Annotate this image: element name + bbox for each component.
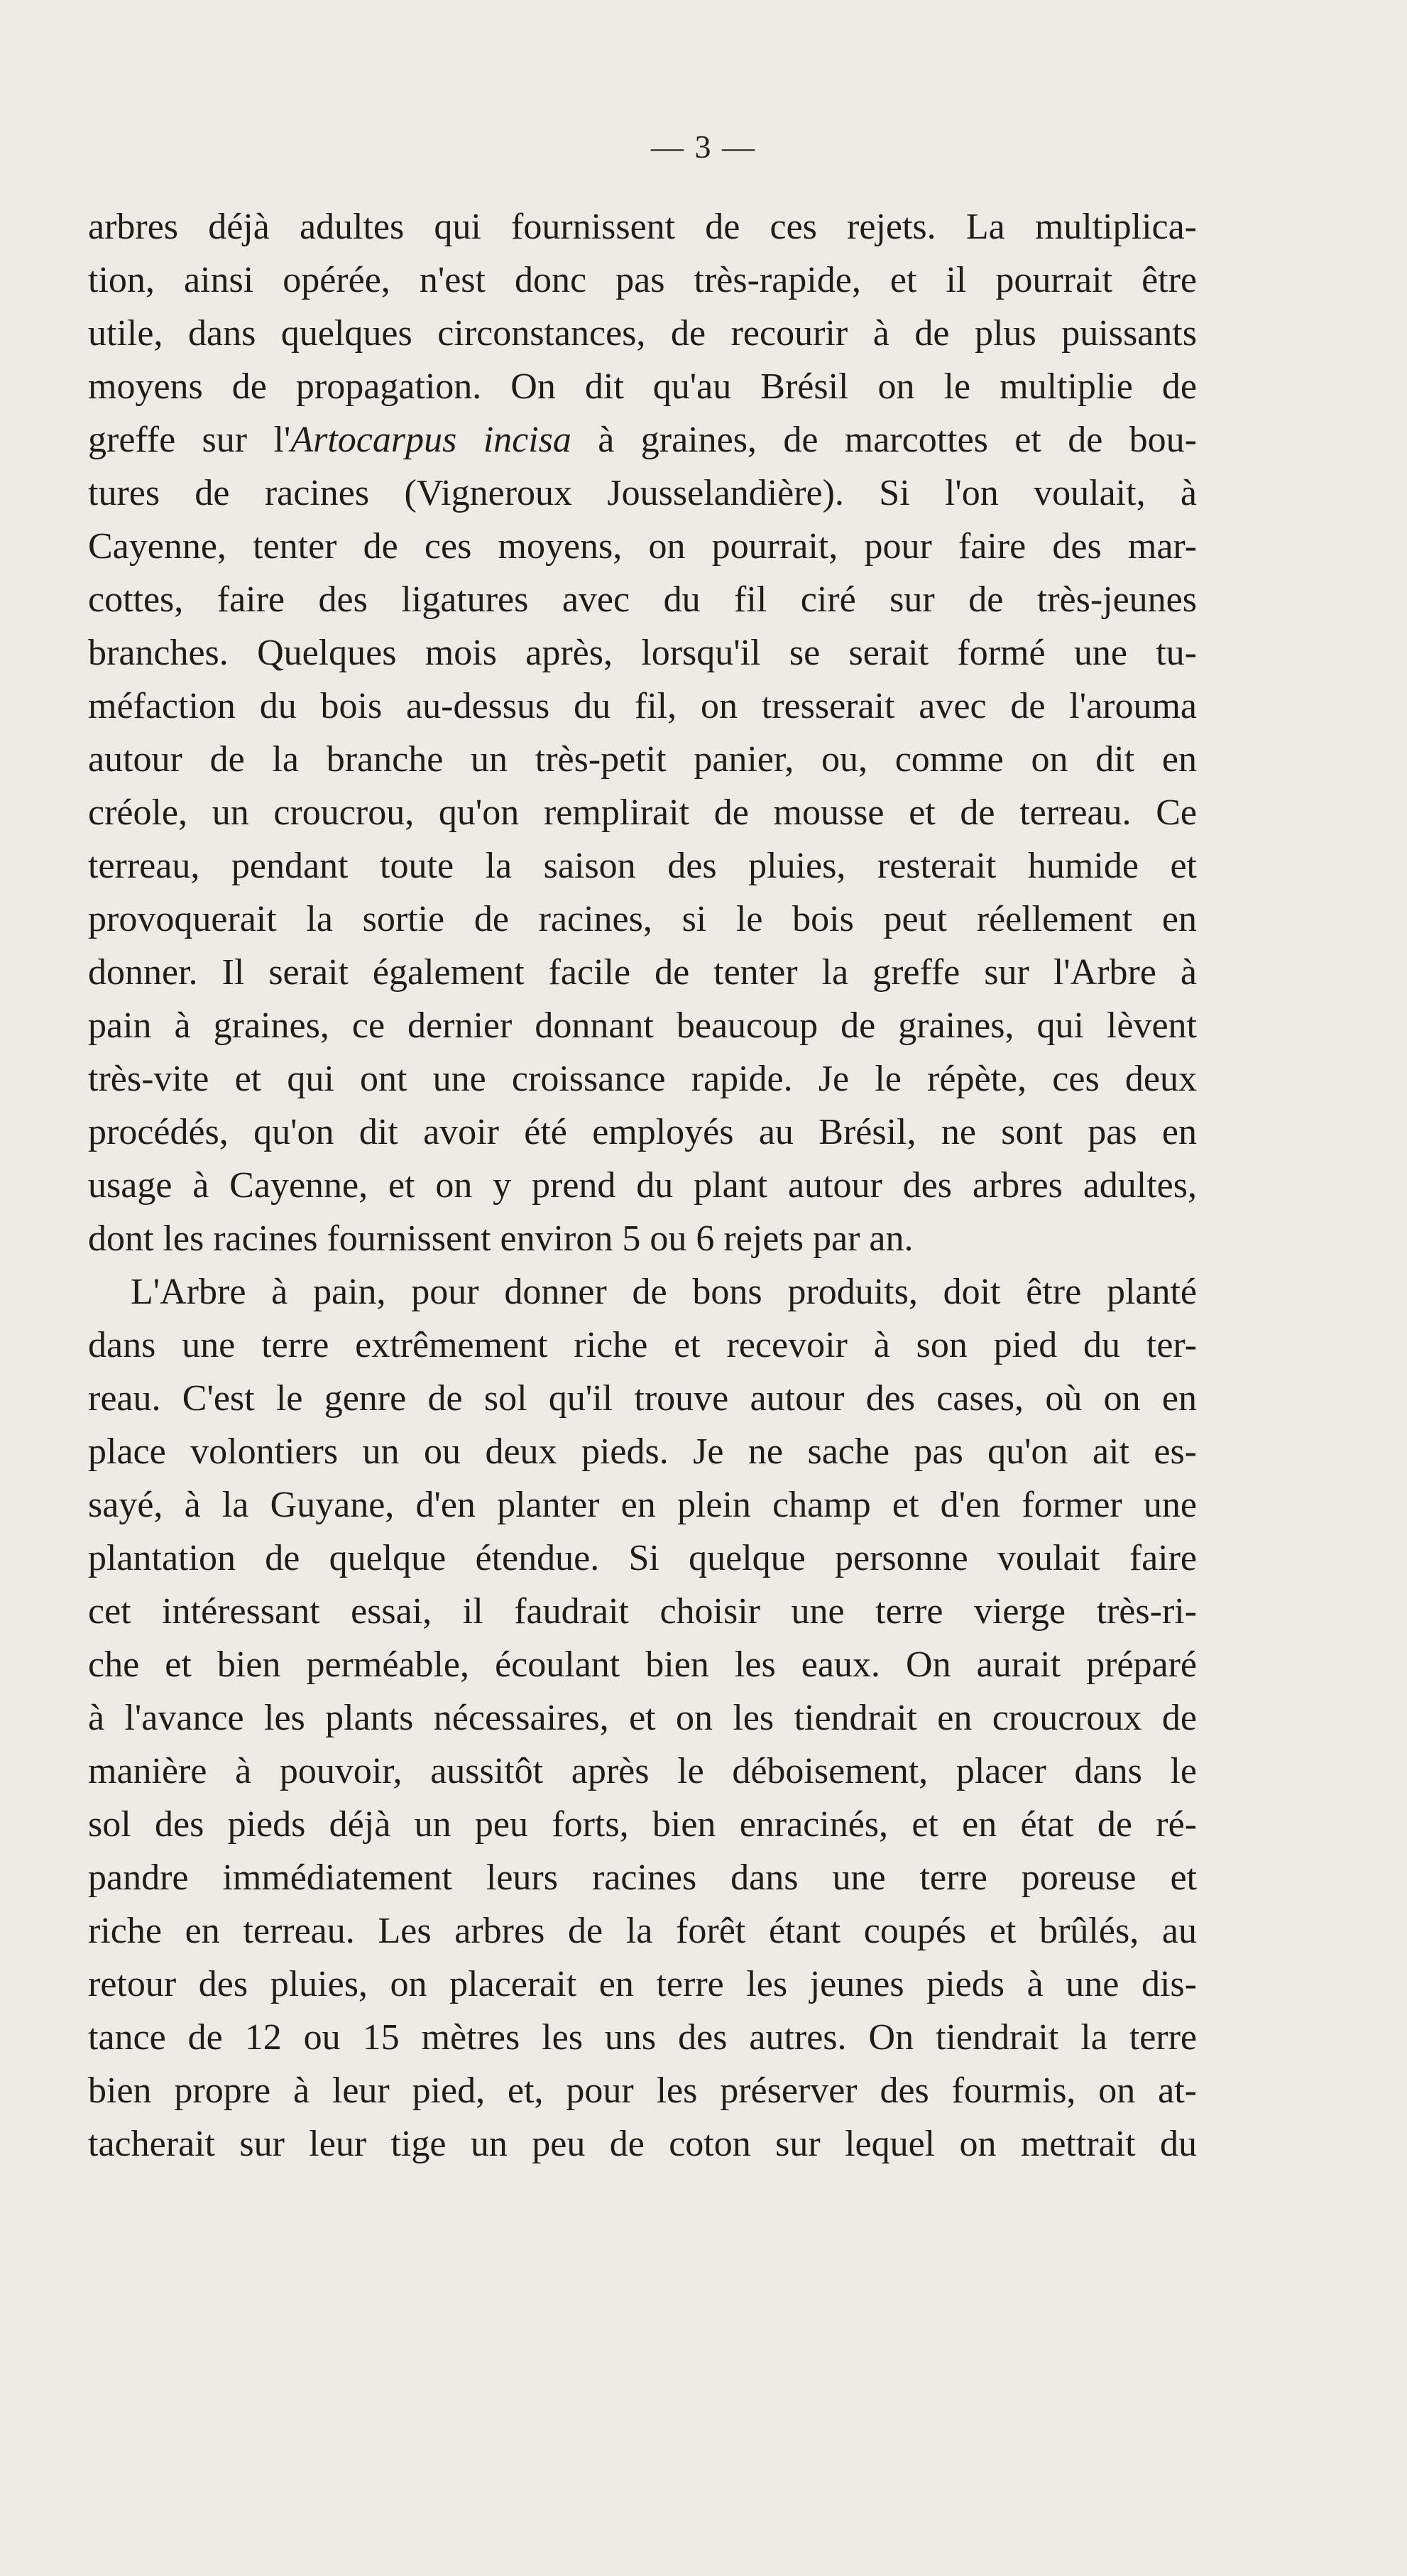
text-line: tacherait sur leur tige un peu de coton sur lequel on mettrait du	[88, 2124, 1197, 2164]
body-text	[88, 200, 1197, 2171]
text-line: bien propre à leur pied, et, pour les préserver des fourmis, on at-	[88, 2070, 1197, 2111]
text-line: pain à graines, ce dernier donnant beaucoup de graines, qui lèvent	[88, 1005, 1197, 1046]
text-line: moyens de propagation. On dit qu'au Brésil on le multiplie de	[88, 366, 1197, 407]
text-line: branches. Quelques mois après, lorsqu'il se serait formé une tu-	[88, 633, 1197, 673]
text-line: sol des pieds déjà un peu forts, bien enracinés, et en état de ré-	[88, 1804, 1197, 1845]
text-segment: à graines, de marcottes et de bou-	[571, 420, 1197, 460]
text-segment: greffe sur l'	[88, 420, 291, 460]
text-line: dans une terre extrêmement riche et recevoir à son pied du ter-	[88, 1325, 1197, 1365]
text-line: retour des pluies, on placerait en terre les jeunes pieds à une dis-	[88, 1964, 1197, 2004]
page-number: — 3 —	[651, 129, 756, 165]
text-line: L'Arbre à pain, pour donner de bons produits, doit être planté	[131, 1272, 1197, 1312]
text-line: très-vite et qui ont une croissance rapide. Je le répète, ces deux	[88, 1059, 1197, 1099]
text-line: procédés, qu'on dit avoir été employés au Brésil, ne sont pas en	[88, 1112, 1197, 1152]
text-line: dont les racines fournissent environ 5 ou 6 rejets par an.	[88, 1218, 914, 1259]
text-line: cottes, faire des ligatures avec du fil ciré sur de très-jeunes	[88, 579, 1197, 620]
text-line: provoquerait la sortie de racines, si le bois peut réellement en	[88, 899, 1197, 939]
text-line: méfaction du bois au-dessus du fil, on tresserait avec de l'arouma	[88, 686, 1197, 726]
text-line: tion, ainsi opérée, n'est donc pas très-rapide, et il pourrait être	[88, 260, 1197, 300]
text-line: Cayenne, tenter de ces moyens, on pourrait, pour faire des mar-	[88, 526, 1197, 567]
text-line: à l'avance les plants nécessaires, et on les tiendrait en croucroux de	[88, 1698, 1197, 1738]
text-line: arbres déjà adultes qui fournissent de ces rejets. La multiplica-	[88, 207, 1197, 247]
text-line: riche en terreau. Les arbres de la forêt étant coupés et brûlés, au	[88, 1911, 1197, 1951]
text-line: reau. C'est le genre de sol qu'il trouve autour des cases, où on en	[88, 1378, 1197, 1419]
text-line: donner. Il serait également facile de tenter la greffe sur l'Arbre à	[88, 952, 1197, 993]
text-line: terreau, pendant toute la saison des pluies, resterait humide et	[88, 846, 1197, 886]
text-line: sayé, à la Guyane, d'en planter en plein champ et d'en former une	[88, 1485, 1197, 1525]
text-line: usage à Cayenne, et on y prend du plant autour des arbres adultes,	[88, 1165, 1197, 1206]
text-line: tance de 12 ou 15 mètres les uns des autres. On tiendrait la terre	[88, 2017, 1197, 2058]
text-line: plantation de quelque étendue. Si quelque personne voulait faire	[88, 1538, 1197, 1578]
text-line: manière à pouvoir, aussitôt après le déboisement, placer dans le	[88, 1751, 1197, 1791]
text-line: che et bien perméable, écoulant bien les eaux. On aurait préparé	[88, 1644, 1197, 1685]
text-line: place volontiers un ou deux pieds. Je ne sache pas qu'on ait es-	[88, 1431, 1197, 1472]
text-line: utile, dans quelques circonstances, de recourir à de plus puissants	[88, 313, 1197, 354]
text-line: cet intéressant essai, il faudrait choisir une terre vierge très-ri-	[88, 1591, 1197, 1632]
italic-species-name: Artocarpus incisa	[290, 420, 571, 460]
text-line: tures de racines (Vigneroux Jousselandière). Si l'on voulait, à	[88, 473, 1197, 513]
text-line: créole, un croucrou, qu'on remplirait de mousse et de terreau. Ce	[88, 792, 1197, 833]
text-line: autour de la branche un très-petit panier, ou, comme on dit en	[88, 739, 1197, 780]
text-line-with-italic	[88, 413, 1197, 466]
text-line: pandre immédiatement leurs racines dans une terre poreuse et	[88, 1857, 1197, 1898]
